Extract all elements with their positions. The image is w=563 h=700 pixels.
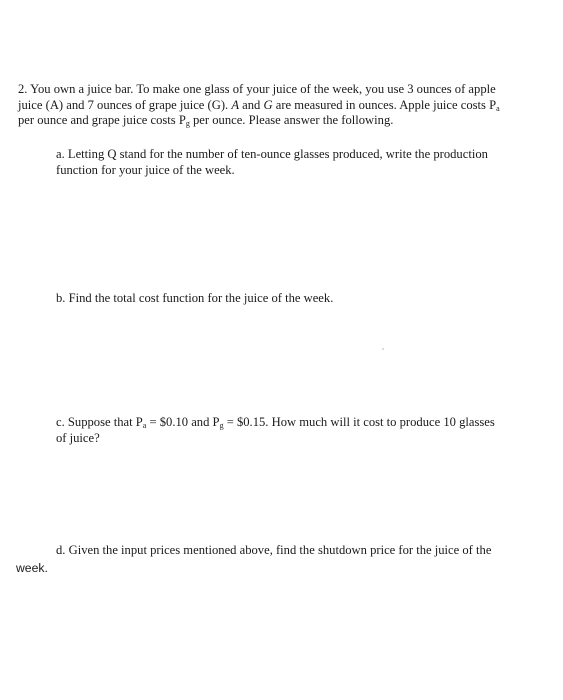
part-d: [56, 543, 546, 559]
subscript-a: a: [496, 103, 500, 113]
part-d-line-2: week.: [16, 561, 48, 575]
part-c-line-2: of juice?: [56, 430, 100, 445]
part-c-subscript-a: a: [142, 421, 147, 430]
part-c-subscript-g: g: [219, 421, 224, 430]
part-b-line-1: b. Find the total cost function for the juice of the week.: [56, 291, 334, 305]
question-number: 2.: [18, 82, 28, 96]
part-c-line-1: c. Suppose that $P_a$ = $0.10 and $P_g$ = $0.15. How much will it cost to produce 10 glasses: [56, 415, 495, 430]
part-a: [56, 147, 536, 178]
part-a-line-2: function for your juice of the week.: [56, 162, 235, 177]
question-2-line-2: juice (A) and 7 ounces of grape juice (G). A and G are measured in ounces. Apple juice costs $P_a$: [18, 97, 500, 113]
question-2-line-1: 2. You own a juice bar. To make one glass of your juice of the week, you use 3 ounces of apple: [18, 82, 496, 96]
part-b: [56, 291, 536, 307]
part-d-line-1: d. Given the input prices mentioned above, find the shutdown price for the juice of the: [56, 543, 492, 557]
part-a-line-1: a. Letting Q stand for the number of ten-ounce glasses produced, write the production: [56, 147, 488, 161]
part-d-continuation: [16, 561, 216, 577]
part-c: [56, 415, 546, 446]
question-2-line-3: per ounce and grape juice costs $P_g$ per ounce. Please answer the following.: [18, 113, 394, 128]
question-2-stem: [18, 82, 548, 129]
subscript-g: g: [185, 119, 190, 128]
variable-g: G: [263, 97, 273, 112]
stray-mark: [382, 348, 384, 350]
variable-a: A: [231, 97, 240, 112]
